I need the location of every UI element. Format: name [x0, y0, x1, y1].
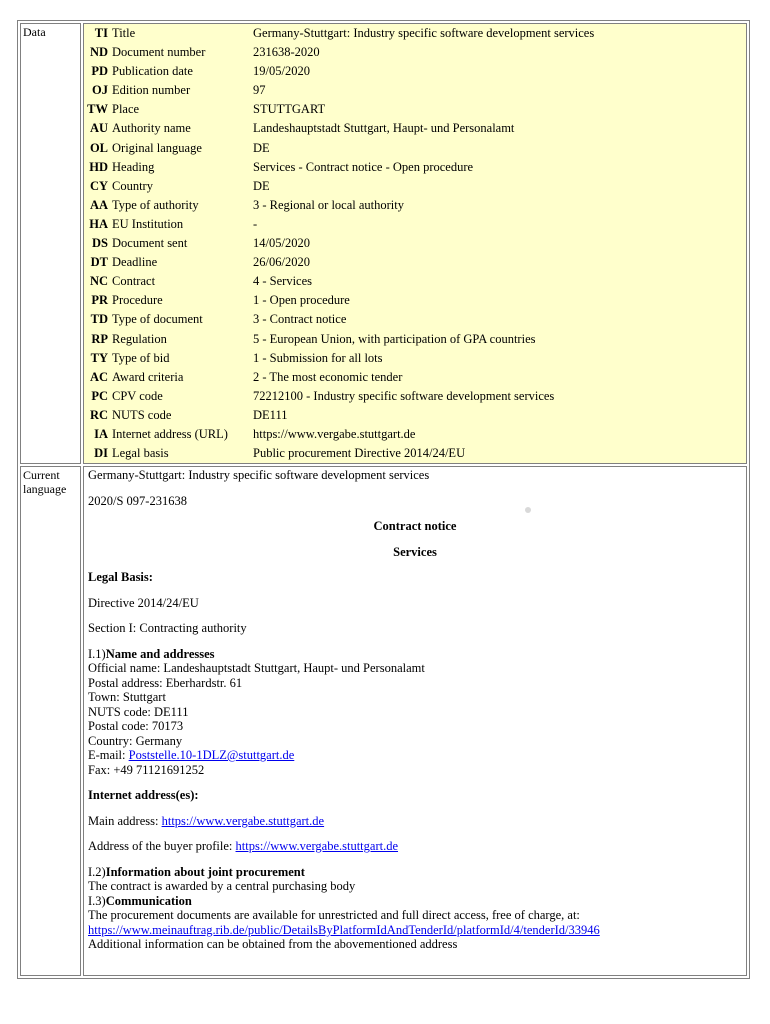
notice-subheading: Services: [393, 544, 437, 559]
metadata-name: Type of bid: [112, 350, 170, 365]
main-address-link[interactable]: https://www.vergabe.stuttgart.de: [161, 813, 325, 828]
metadata-name: NUTS code: [112, 407, 172, 422]
section-1-heading: Section I: Contracting authority: [88, 621, 247, 636]
document-frame: [17, 20, 750, 979]
metadata-row: [84, 81, 746, 100]
metadata-row: [84, 158, 746, 177]
section-i3-link-line: [88, 923, 742, 938]
metadata-value: https://www.vergabe.stuttgart.de: [253, 426, 416, 441]
metadata-name: Internet address (URL): [112, 426, 228, 441]
section-i1-title: Name and addresses: [105, 646, 215, 661]
metadata-row: [84, 425, 746, 444]
metadata-code: CY: [89, 178, 108, 193]
data-row: [20, 23, 747, 464]
section-i3-additional: Additional information can be obtained from the abovementioned address: [88, 937, 458, 952]
metadata-value: DE: [253, 140, 270, 155]
metadata-code: DS: [92, 236, 108, 251]
metadata-code: NC: [89, 274, 108, 289]
metadata-value: DE: [253, 178, 270, 193]
postal-code: Postal code: 70173: [88, 719, 184, 734]
metadata-name: Document sent: [112, 236, 188, 251]
metadata-code: RC: [89, 407, 108, 422]
metadata-row: [84, 387, 746, 406]
metadata-code: OL: [89, 140, 108, 155]
section-i3-number: I.3): [88, 893, 106, 908]
metadata-code: IA: [94, 426, 108, 441]
main-address-label: Main address:: [88, 813, 162, 828]
metadata-name: Edition number: [112, 83, 191, 98]
metadata-code: DT: [90, 255, 108, 270]
data-label: Data: [20, 23, 81, 464]
metadata-name: Title: [112, 26, 136, 40]
metadata-code: PD: [91, 64, 108, 79]
metadata-name: Country: [112, 178, 153, 193]
metadata-row: [84, 349, 746, 368]
metadata-cell: [83, 23, 747, 464]
metadata-code: HD: [89, 159, 108, 174]
metadata-row: [84, 272, 746, 291]
metadata-value: Services - Contract notice - Open procedure: [253, 159, 474, 174]
main-address-line: [88, 814, 742, 829]
metadata-row: [84, 310, 746, 329]
metadata-code: RP: [91, 331, 108, 346]
current-language-label: Current language: [20, 466, 81, 976]
metadata-row: [84, 196, 746, 215]
email-line: [88, 748, 742, 763]
metadata-name: Procedure: [112, 293, 163, 308]
metadata-name: CPV code: [112, 388, 163, 403]
metadata-row: [84, 234, 746, 253]
metadata-code: AA: [89, 197, 108, 212]
metadata-name: Place: [112, 102, 140, 117]
metadata-name: Authority name: [112, 121, 191, 136]
metadata-value: 231638-2020: [253, 45, 320, 60]
town: Town: Stuttgart: [88, 690, 166, 705]
metadata-value: Landeshauptstadt Stuttgart, Haupt- und Personalamt: [253, 121, 515, 136]
metadata-code: TW: [87, 102, 108, 117]
metadata-name: Contract: [112, 274, 156, 289]
metadata-name: Type of authority: [112, 197, 199, 212]
metadata-name: Type of document: [112, 312, 203, 327]
section-i3-heading: [88, 894, 742, 909]
metadata-name: Heading: [112, 159, 155, 174]
metadata-value: DE111: [253, 407, 288, 422]
metadata-row: [84, 444, 746, 463]
metadata-value: 3 - Regional or local authority: [253, 197, 405, 212]
metadata-code: ND: [89, 45, 108, 60]
metadata-row: [84, 62, 746, 81]
metadata-row: [84, 177, 746, 196]
metadata-row: [84, 24, 746, 43]
country: Country: Germany: [88, 733, 183, 748]
buyer-profile-link[interactable]: https://www.vergabe.stuttgart.de: [235, 839, 399, 854]
metadata-name: Original language: [112, 140, 202, 155]
metadata-value: 26/06/2020: [253, 255, 310, 270]
metadata-value: 4 - Services: [253, 274, 313, 289]
metadata-value: Germany-Stuttgart: Industry specific software development services: [253, 26, 595, 40]
email-label: E-mail:: [88, 748, 129, 763]
metadata-value: 1 - Open procedure: [253, 293, 350, 308]
metadata-value: 5 - European Union, with participation of GPA countries: [253, 331, 536, 346]
fax: Fax: +49 71121691252: [88, 762, 205, 777]
metadata-value: -: [253, 216, 258, 231]
metadata-row: [84, 330, 746, 349]
notice-title-line: Germany-Stuttgart: Industry specific software development services: [88, 468, 430, 483]
metadata-code: HA: [89, 216, 108, 231]
metadata-code: DI: [94, 446, 108, 461]
metadata-code: TY: [90, 350, 108, 365]
metadata-value: Public procurement Directive 2014/24/EU: [253, 446, 466, 461]
metadata-row: [84, 100, 746, 119]
metadata-name: EU Institution: [112, 216, 184, 231]
section-i2-number: I.2): [88, 864, 106, 879]
metadata-name: Award criteria: [112, 369, 184, 384]
section-i1-number: I.1): [88, 646, 106, 661]
metadata-row: [84, 406, 746, 425]
metadata-table: [84, 24, 746, 463]
current-language-row: [20, 466, 747, 976]
metadata-row: [84, 43, 746, 62]
metadata-name: Publication date: [112, 64, 193, 79]
metadata-row: [84, 368, 746, 387]
metadata-row: [84, 291, 746, 310]
metadata-value: 72212100 - Industry specific software development services: [253, 388, 555, 403]
metadata-code: TI: [94, 26, 108, 40]
section-i2-text: The contract is awarded by a central purchasing body: [88, 879, 356, 894]
nuts-code: NUTS code: DE111: [88, 704, 189, 719]
metadata-name: Document number: [112, 45, 206, 60]
metadata-row: [84, 119, 746, 138]
metadata-value: 14/05/2020: [253, 236, 310, 251]
buyer-profile-line: [88, 839, 742, 854]
metadata-value: 1 - Submission for all lots: [253, 350, 383, 365]
procurement-documents-link[interactable]: https://www.meinauftrag.rib.de/public/DetailsByPlatformIdAndTenderId/platformId/4/tenderId/33946: [88, 922, 600, 937]
metadata-row: [84, 215, 746, 234]
metadata-code: PC: [91, 388, 108, 403]
notice-reference: 2020/S 097-231638: [88, 493, 187, 508]
metadata-value: 19/05/2020: [253, 64, 310, 79]
section-i2-heading: [88, 865, 742, 880]
section-i1-heading: [88, 647, 742, 662]
notice-content: [86, 468, 744, 974]
metadata-value: 3 - Contract notice: [253, 312, 347, 327]
section-i2-title: Information about joint procurement: [105, 864, 305, 879]
metadata-code: AC: [89, 369, 108, 384]
directive-text: Directive 2014/24/EU: [88, 595, 199, 610]
email-link[interactable]: Poststelle.10-1DLZ@stuttgart.de: [128, 748, 295, 763]
metadata-value: 97: [253, 83, 266, 98]
metadata-name: Deadline: [112, 255, 158, 270]
metadata-name: Legal basis: [112, 446, 169, 461]
metadata-code: PR: [91, 293, 108, 308]
metadata-value: STUTTGART: [253, 102, 326, 117]
postal-address: Postal address: Eberhardstr. 61: [88, 675, 243, 690]
metadata-code: AU: [89, 121, 108, 136]
section-i3-title: Communication: [105, 893, 192, 908]
notice-heading: Contract notice: [373, 519, 457, 534]
buyer-profile-label: Address of the buyer profile:: [88, 839, 236, 854]
internet-addresses-label: Internet address(es):: [88, 788, 199, 803]
metadata-code: OJ: [92, 83, 108, 98]
scroll-dot-indicator: [525, 507, 531, 513]
notice-content-cell: [83, 466, 747, 976]
notice-table: [17, 20, 750, 979]
metadata-code: TD: [90, 312, 108, 327]
legal-basis-label: Legal Basis:: [88, 570, 153, 585]
metadata-value: 2 - The most economic tender: [253, 369, 403, 384]
metadata-name: Regulation: [112, 331, 167, 346]
official-name: Official name: Landeshauptstadt Stuttgart, Haupt- und Personalamt: [88, 661, 425, 676]
section-i3-text: The procurement documents are available for unrestricted and full direct access, free of charge, at:: [88, 908, 580, 923]
metadata-row: [84, 253, 746, 272]
metadata-row: [84, 139, 746, 158]
